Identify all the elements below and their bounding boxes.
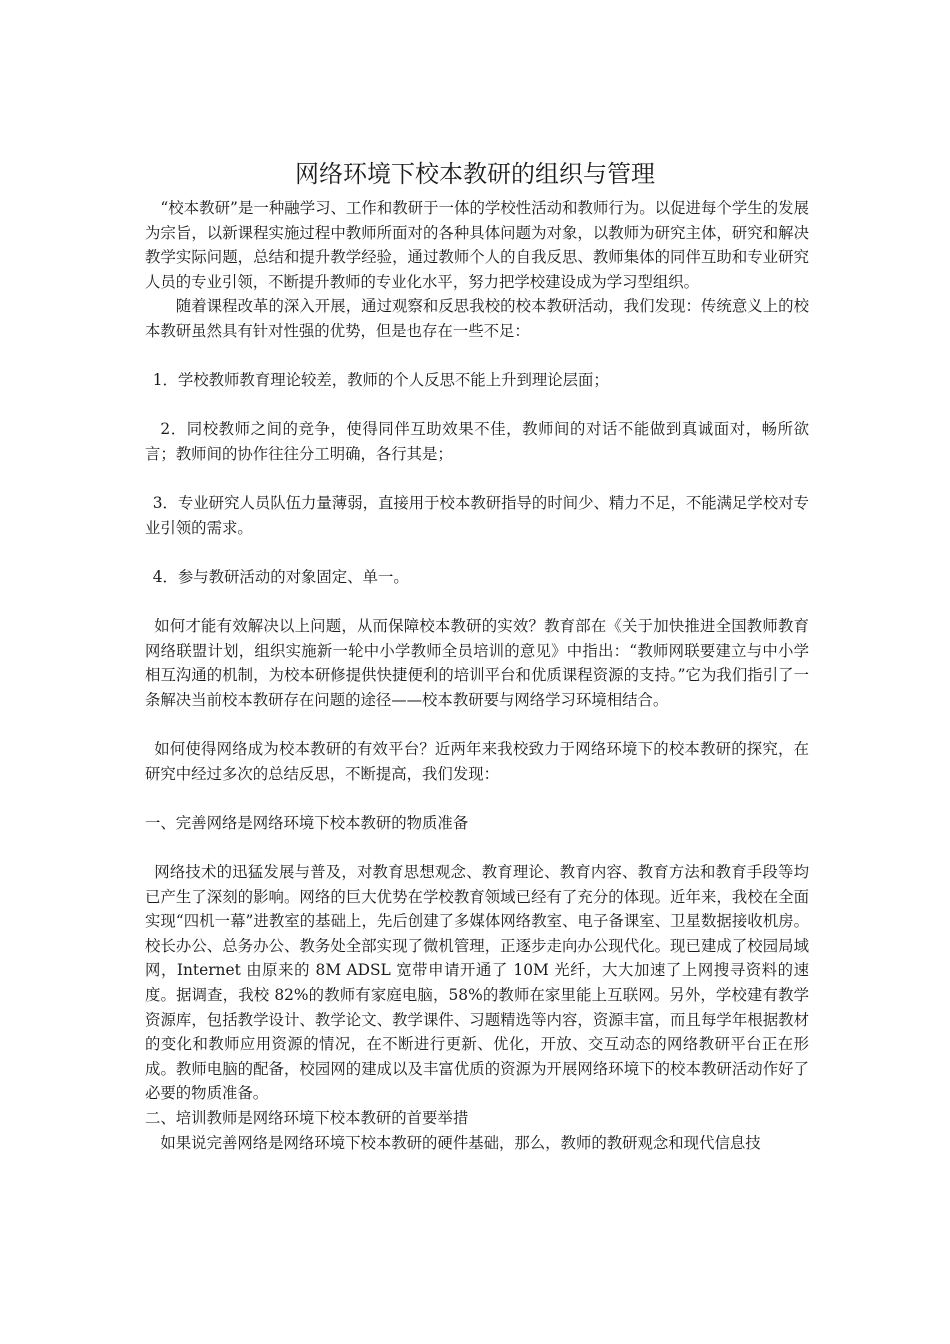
section-heading-1: 一、完善网络是网络环境下校本教研的物质准备: [145, 813, 469, 832]
spacer: [145, 712, 809, 737]
section-heading-2: 二、培训教师是网络环境下校本教研的首要举措: [145, 1108, 469, 1127]
spacer: [145, 344, 809, 369]
list-item-2: 2．同校教师之间的竞争，使得同伴互助效果不佳，教师间的对话不能做到真诚面对，畅所欲言；教师间的协作往往分工明确，各行其是；: [145, 420, 809, 463]
context-paragraph: 随着课程改革的深入开展，通过观察和反思我校的校本教研活动，我们发现：传统意义上的校本教研虽然具有针对性强的优势，但是也存在一些不足：: [145, 297, 809, 340]
training-paragraph: 如果说完善网络是网络环境下校本教研的硬件基础，那么，教师的教研观念和现代信息技: [160, 1133, 761, 1152]
spacer: [145, 393, 809, 418]
solution-paragraph: 如何才能有效解决以上问题，从而保障校本教研的实效？教育部在《关于加快推进全国教师教育网络联盟计划，组织实施新一轮中小学教师全员培训的意见》中指出：“教师网联要建立与中小学相互沟通的机制，为校本研修提供快捷便利的培训平台和优质课程资源的支持。”它为我们指引了一条解决当前校本教研存在问题的途径——校本教研要与网络学习环境相结合。: [145, 617, 809, 709]
spacer: [145, 540, 809, 565]
spacer: [145, 835, 809, 860]
spacer: [145, 590, 809, 615]
list-item-1: 1．学校教师教育理论较差，教师的个人反思不能上升到理论层面；: [152, 371, 609, 390]
document-body: [145, 196, 809, 1155]
findings-paragraph: 如何使得网络成为校本教研的有效平台？近两年来我校致力于网络环境下的校本教研的探究，在研究中经过多次的总结反思，不断提高，我们发现：: [145, 740, 809, 783]
spacer: [145, 786, 809, 811]
spacer: [145, 467, 809, 492]
list-item-3: 3．专业研究人员队伍力量薄弱，直接用于校本教研指导的时间少、精力不足，不能满足学校对专业引领的需求。: [145, 494, 809, 537]
intro-paragraph: “校本教研”是一种融学习、工作和教研于一体的学校性活动和教师行为。以促进每个学生的发展为宗旨，以新课程实施过程中教师所面对的各种具体问题为对象，以教师为研究主体，研究和解决教学实际问题，总结和提升教学经验，通过教师个人的自我反思、教师集体的同伴互助和专业研究人员的专业引领，不断提升教师的专业化水平，努力把学校建设成为学习型组织。: [145, 199, 809, 291]
network-paragraph: 网络技术的迅猛发展与普及，对教育思想观念、教育理论、教育内容、教育方法和教育手段等均已产生了深刻的影响。网络的巨大优势在学校教育领域已经有了充分的体现。近年来，我校在全面实现“四机一幕”进教室的基础上，先后创建了多媒体网络教室、电子备课室、卫星数据接收机房。校长办公、总务办公、教务处全部实现了微机管理，正逐步走向办公现代化。现已建成了校园局域网，Internet 由原来的 8M ADSL 宽带申请开通了 10M 光纤，大大加速了上网搜寻资料的速度。据调查，我校 82%的教师有家庭电脑，58%的教师在家里能上互联网。另外，学校建有教学资源库，包括教学设计、教学论文、教学课件、习题精选等内容，资源丰富，而且每学年根据教材的变化和教师应用资源的情况，在不断进行更新、优化，开放、交互动态的网络教研平台正在形成。教师电脑的配备，校园网的建成以及丰富优质的资源为开展网络环境下的校本教研活动作好了必要的物质准备。: [145, 863, 809, 1103]
list-item-4: 4．参与教研活动的对象固定、单一。: [152, 567, 409, 586]
document-title: 网络环境下校本教研的组织与管理: [295, 160, 655, 188]
